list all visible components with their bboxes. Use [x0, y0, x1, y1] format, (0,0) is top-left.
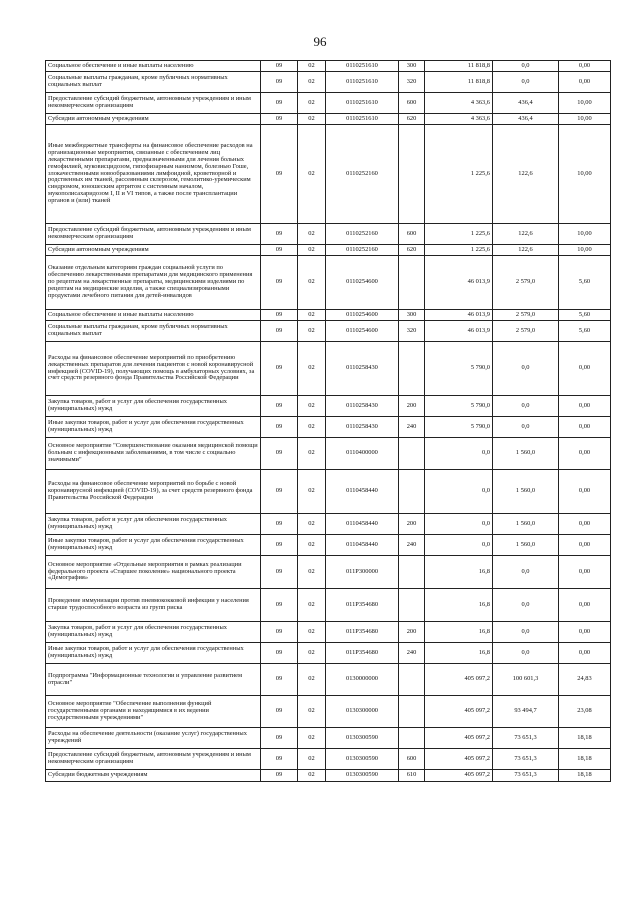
executed-amount: 1 560,0	[493, 514, 559, 535]
execution-percent: 0,00	[559, 589, 611, 622]
table-row	[46, 93, 611, 114]
target-article-code: 011P354680	[326, 643, 399, 664]
subsection-code: 02	[298, 342, 326, 396]
section-code: 09	[261, 514, 298, 535]
target-article-code: 0130300590	[326, 728, 399, 749]
target-article-code: 0110258430	[326, 396, 399, 417]
target-article-code: 011P300000	[326, 556, 399, 589]
budget-item-name: Закупка товаров, работ и услуг для обеспечения государственных (муниципальных) нужд	[46, 396, 261, 417]
budget-item-name: Субсидии автономным учреждениям	[46, 245, 261, 256]
execution-percent: 5,60	[559, 310, 611, 321]
expense-type-code: 200	[399, 622, 425, 643]
expense-type-code	[399, 664, 425, 696]
section-code: 09	[261, 72, 298, 93]
executed-amount: 93 494,7	[493, 696, 559, 728]
execution-percent: 0,00	[559, 556, 611, 589]
expense-type-code	[399, 438, 425, 470]
subsection-code: 02	[298, 749, 326, 770]
executed-amount: 0,0	[493, 396, 559, 417]
table-row	[46, 770, 611, 782]
expense-type-code: 320	[399, 72, 425, 93]
section-code: 09	[261, 321, 298, 342]
section-code: 09	[261, 310, 298, 321]
budget-item-name: Основное мероприятие "Совершенствование оказания медицинской помощи больным с инфекционными заболеваниями, в том числе с социально значимыми"	[46, 438, 261, 470]
budget-item-name: Основное мероприятие «Отдельные мероприятия в рамках реализации федерального проекта «Старшее поколение» национального проекта «Демография»	[46, 556, 261, 589]
executed-amount: 0,0	[493, 417, 559, 438]
section-code: 09	[261, 749, 298, 770]
table-row	[46, 728, 611, 749]
executed-amount: 0,0	[493, 342, 559, 396]
execution-percent: 0,00	[559, 514, 611, 535]
planned-amount: 16,8	[425, 556, 493, 589]
execution-percent: 0,00	[559, 61, 611, 72]
section-code: 09	[261, 93, 298, 114]
section-code: 09	[261, 696, 298, 728]
target-article-code: 0110254600	[326, 256, 399, 310]
budget-item-name: Закупка товаров, работ и услуг для обеспечения государственных (муниципальных) нужд	[46, 622, 261, 643]
table-row	[46, 321, 611, 342]
table-row	[46, 514, 611, 535]
budget-item-name: Иные закупки товаров, работ и услуг для обеспечения государственных (муниципальных) нужд	[46, 643, 261, 664]
planned-amount: 5 790,0	[425, 417, 493, 438]
planned-amount: 46 013,9	[425, 321, 493, 342]
execution-percent: 10,00	[559, 93, 611, 114]
target-article-code: 0110251610	[326, 61, 399, 72]
expense-type-code	[399, 696, 425, 728]
expense-type-code: 200	[399, 396, 425, 417]
budget-item-name: Социальные выплаты гражданам, кроме публичных нормативных социальных выплат	[46, 72, 261, 93]
target-article-code: 0110252160	[326, 125, 399, 224]
budget-item-name: Субсидии автономным учреждениям	[46, 114, 261, 125]
execution-percent: 5,60	[559, 321, 611, 342]
execution-percent: 0,00	[559, 342, 611, 396]
subsection-code: 02	[298, 556, 326, 589]
budget-item-name: Закупка товаров, работ и услуг для обеспечения государственных (муниципальных) нужд	[46, 514, 261, 535]
table-row	[46, 61, 611, 72]
target-article-code: 0110254600	[326, 321, 399, 342]
table-row	[46, 556, 611, 589]
expense-type-code	[399, 256, 425, 310]
expense-type-code	[399, 470, 425, 514]
target-article-code: 0110252160	[326, 224, 399, 245]
planned-amount: 16,8	[425, 622, 493, 643]
executed-amount: 1 560,0	[493, 438, 559, 470]
planned-amount: 0,0	[425, 535, 493, 556]
executed-amount: 2 579,0	[493, 310, 559, 321]
executed-amount: 1 560,0	[493, 535, 559, 556]
execution-percent: 0,00	[559, 438, 611, 470]
budget-item-name: Расходы на финансовое обеспечение мероприятий по приобретению лекарственных препаратов для лечения пациентов с новой коронавирусной инфекцией (COVID-19), получающих помощь в амбулаторных условиях, за счет средств резервного фонда Правительства Российской Федерации	[46, 342, 261, 396]
expense-type-code: 240	[399, 417, 425, 438]
table-row	[46, 535, 611, 556]
planned-amount: 0,0	[425, 470, 493, 514]
execution-percent: 23,08	[559, 696, 611, 728]
planned-amount: 405 097,2	[425, 664, 493, 696]
execution-percent: 10,00	[559, 224, 611, 245]
budget-item-name: Социальные выплаты гражданам, кроме публичных нормативных социальных выплат	[46, 321, 261, 342]
budget-item-name: Предоставление субсидий бюджетным, автономным учреждениям и иным некоммерческим организациям	[46, 749, 261, 770]
execution-percent: 10,00	[559, 114, 611, 125]
target-article-code: 0130000000	[326, 664, 399, 696]
page-number: 96	[313, 34, 327, 49]
section-code: 09	[261, 396, 298, 417]
subsection-code: 02	[298, 438, 326, 470]
execution-percent: 10,00	[559, 125, 611, 224]
expense-type-code	[399, 556, 425, 589]
table-row	[46, 114, 611, 125]
executed-amount: 122,6	[493, 245, 559, 256]
target-article-code: 0110400000	[326, 438, 399, 470]
subsection-code: 02	[298, 728, 326, 749]
planned-amount: 405 097,2	[425, 728, 493, 749]
planned-amount: 4 363,6	[425, 114, 493, 125]
expense-type-code: 200	[399, 514, 425, 535]
table-row	[46, 396, 611, 417]
section-code: 09	[261, 770, 298, 782]
executed-amount: 436,4	[493, 114, 559, 125]
budget-item-name: Предоставление субсидий бюджетным, автономным учреждениям и иным некоммерческим организациям	[46, 224, 261, 245]
planned-amount: 405 097,2	[425, 770, 493, 782]
expense-type-code: 300	[399, 61, 425, 72]
target-article-code: 011P354680	[326, 622, 399, 643]
expense-type-code: 610	[399, 770, 425, 782]
executed-amount: 0,0	[493, 556, 559, 589]
execution-percent: 0,00	[559, 622, 611, 643]
section-code: 09	[261, 245, 298, 256]
expense-type-code	[399, 342, 425, 396]
budget-item-name: Иные межбюджетные трансферты на финансовое обеспечение расходов на организационные мероприятия, связанные с обеспечением лиц лекарственными препаратами, предназначенными для лечения больных гемофилией, муковисцидозом, гипофизарным нанизмом, болезнью Гоше, злокачественными новообразованиями лимфоидной, кроветворной и родственных им тканей, рассеянным склерозом, гемолитико-уремическим синдромом, юношеским артритом с системным началом, мукополисахаридозом I, II и VI типов, а также после трансплантации органов и (или) тканей	[46, 125, 261, 224]
expense-type-code: 320	[399, 321, 425, 342]
subsection-code: 02	[298, 396, 326, 417]
budget-item-name: Социальное обеспечение и иные выплаты населению	[46, 310, 261, 321]
expense-type-code: 620	[399, 114, 425, 125]
planned-amount: 16,8	[425, 589, 493, 622]
expense-type-code: 240	[399, 535, 425, 556]
execution-percent: 10,00	[559, 245, 611, 256]
budget-item-name: Субсидии бюджетным учреждениям	[46, 770, 261, 782]
executed-amount: 122,6	[493, 125, 559, 224]
subsection-code: 02	[298, 643, 326, 664]
execution-percent: 0,00	[559, 417, 611, 438]
budget-item-name: Расходы на обеспечение деятельности (оказание услуг) государственных учреждений	[46, 728, 261, 749]
planned-amount: 46 013,9	[425, 310, 493, 321]
executed-amount: 73 651,3	[493, 749, 559, 770]
execution-percent: 0,00	[559, 643, 611, 664]
executed-amount: 2 579,0	[493, 321, 559, 342]
subsection-code: 02	[298, 125, 326, 224]
subsection-code: 02	[298, 470, 326, 514]
executed-amount: 0,0	[493, 589, 559, 622]
subsection-code: 02	[298, 417, 326, 438]
executed-amount: 436,4	[493, 93, 559, 114]
target-article-code: 0110251610	[326, 114, 399, 125]
subsection-code: 02	[298, 664, 326, 696]
subsection-code: 02	[298, 93, 326, 114]
budget-item-name: Подпрограмма "Информационные технологии и управление развитием отрасли"	[46, 664, 261, 696]
target-article-code: 0110258430	[326, 417, 399, 438]
executed-amount: 100 601,3	[493, 664, 559, 696]
expense-type-code: 620	[399, 245, 425, 256]
executed-amount: 0,0	[493, 643, 559, 664]
subsection-code: 02	[298, 514, 326, 535]
execution-percent: 0,00	[559, 72, 611, 93]
table-row	[46, 664, 611, 696]
table-row	[46, 417, 611, 438]
planned-amount: 11 818,8	[425, 72, 493, 93]
expense-type-code: 240	[399, 643, 425, 664]
executed-amount: 122,6	[493, 224, 559, 245]
target-article-code: 0110458440	[326, 470, 399, 514]
subsection-code: 02	[298, 696, 326, 728]
expense-type-code: 600	[399, 749, 425, 770]
table-row	[46, 589, 611, 622]
section-code: 09	[261, 438, 298, 470]
section-code: 09	[261, 224, 298, 245]
executed-amount: 0,0	[493, 61, 559, 72]
budget-item-name: Проведение иммунизации против пневмококковой инфекции у населения старше трудоспособного возраста из групп риска	[46, 589, 261, 622]
section-code: 09	[261, 728, 298, 749]
section-code: 09	[261, 535, 298, 556]
table-row	[46, 245, 611, 256]
executed-amount: 2 579,0	[493, 256, 559, 310]
table-row	[46, 696, 611, 728]
table-row	[46, 224, 611, 245]
expense-type-code	[399, 728, 425, 749]
executed-amount: 1 560,0	[493, 470, 559, 514]
planned-amount: 11 818,8	[425, 61, 493, 72]
subsection-code: 02	[298, 72, 326, 93]
executed-amount: 0,0	[493, 72, 559, 93]
subsection-code: 02	[298, 535, 326, 556]
table-row	[46, 256, 611, 310]
table-row	[46, 72, 611, 93]
subsection-code: 02	[298, 770, 326, 782]
expense-type-code: 600	[399, 93, 425, 114]
section-code: 09	[261, 643, 298, 664]
section-code: 09	[261, 589, 298, 622]
table-row	[46, 643, 611, 664]
planned-amount: 46 013,9	[425, 256, 493, 310]
expense-type-code: 600	[399, 224, 425, 245]
planned-amount: 1 225,6	[425, 245, 493, 256]
budget-item-name: Расходы на финансовое обеспечение мероприятий по борьбе с новой коронавирусной инфекцией (COVID-19), за счет средств резервного фонда Правительства Российской Федерации	[46, 470, 261, 514]
planned-amount: 4 363,6	[425, 93, 493, 114]
subsection-code: 02	[298, 245, 326, 256]
budget-item-name: Иные закупки товаров, работ и услуг для обеспечения государственных (муниципальных) нужд	[46, 535, 261, 556]
table-body	[46, 61, 611, 782]
target-article-code: 0110251610	[326, 72, 399, 93]
subsection-code: 02	[298, 256, 326, 310]
budget-item-name: Предоставление субсидий бюджетным, автономным учреждениям и иным некоммерческим организациям	[46, 93, 261, 114]
planned-amount: 405 097,2	[425, 696, 493, 728]
expense-type-code: 300	[399, 310, 425, 321]
planned-amount: 16,8	[425, 643, 493, 664]
target-article-code: 0130300590	[326, 770, 399, 782]
planned-amount: 5 790,0	[425, 342, 493, 396]
section-code: 09	[261, 622, 298, 643]
target-article-code: 011P354680	[326, 589, 399, 622]
subsection-code: 02	[298, 310, 326, 321]
execution-percent: 0,00	[559, 535, 611, 556]
target-article-code: 0130300590	[326, 749, 399, 770]
execution-percent: 18,18	[559, 770, 611, 782]
execution-percent: 0,00	[559, 396, 611, 417]
execution-percent: 5,60	[559, 256, 611, 310]
execution-percent: 18,18	[559, 728, 611, 749]
section-code: 09	[261, 256, 298, 310]
table-row	[46, 125, 611, 224]
section-code: 09	[261, 556, 298, 589]
target-article-code: 0110258430	[326, 342, 399, 396]
table-row	[46, 749, 611, 770]
section-code: 09	[261, 470, 298, 514]
table-row	[46, 470, 611, 514]
subsection-code: 02	[298, 114, 326, 125]
section-code: 09	[261, 61, 298, 72]
target-article-code: 0130300000	[326, 696, 399, 728]
section-code: 09	[261, 417, 298, 438]
budget-item-name: Социальное обеспечение и иные выплаты населению	[46, 61, 261, 72]
execution-percent: 18,18	[559, 749, 611, 770]
planned-amount: 0,0	[425, 438, 493, 470]
executed-amount: 73 651,3	[493, 728, 559, 749]
table-row	[46, 310, 611, 321]
budget-table	[45, 60, 611, 782]
subsection-code: 02	[298, 224, 326, 245]
planned-amount: 1 225,6	[425, 125, 493, 224]
section-code: 09	[261, 664, 298, 696]
target-article-code: 0110252160	[326, 245, 399, 256]
execution-percent: 0,00	[559, 470, 611, 514]
target-article-code: 0110254600	[326, 310, 399, 321]
target-article-code: 0110251610	[326, 93, 399, 114]
section-code: 09	[261, 114, 298, 125]
table-row	[46, 438, 611, 470]
subsection-code: 02	[298, 61, 326, 72]
execution-percent: 24,83	[559, 664, 611, 696]
target-article-code: 0110458440	[326, 514, 399, 535]
expense-type-code	[399, 589, 425, 622]
section-code: 09	[261, 342, 298, 396]
executed-amount: 73 651,3	[493, 770, 559, 782]
planned-amount: 405 097,2	[425, 749, 493, 770]
subsection-code: 02	[298, 589, 326, 622]
target-article-code: 0110458440	[326, 535, 399, 556]
planned-amount: 5 790,0	[425, 396, 493, 417]
budget-item-name: Оказание отдельным категориям граждан социальной услуги по обеспечению лекарственными препаратами для медицинского применения по рецептам на лекарственные препараты, медицинскими изделиями по рецептам на медицинские изделия, а также специализированными продуктами лечебного питания для детей-инвалидов	[46, 256, 261, 310]
table-row	[46, 342, 611, 396]
budget-item-name: Иные закупки товаров, работ и услуг для обеспечения государственных (муниципальных) нужд	[46, 417, 261, 438]
section-code: 09	[261, 125, 298, 224]
subsection-code: 02	[298, 622, 326, 643]
planned-amount: 0,0	[425, 514, 493, 535]
subsection-code: 02	[298, 321, 326, 342]
table-row	[46, 622, 611, 643]
expense-type-code	[399, 125, 425, 224]
executed-amount: 0,0	[493, 622, 559, 643]
budget-item-name: Основное мероприятие "Обеспечение выполнения функций государственными органами и находящимися в их ведении государственными учреждениями"	[46, 696, 261, 728]
planned-amount: 1 225,6	[425, 224, 493, 245]
